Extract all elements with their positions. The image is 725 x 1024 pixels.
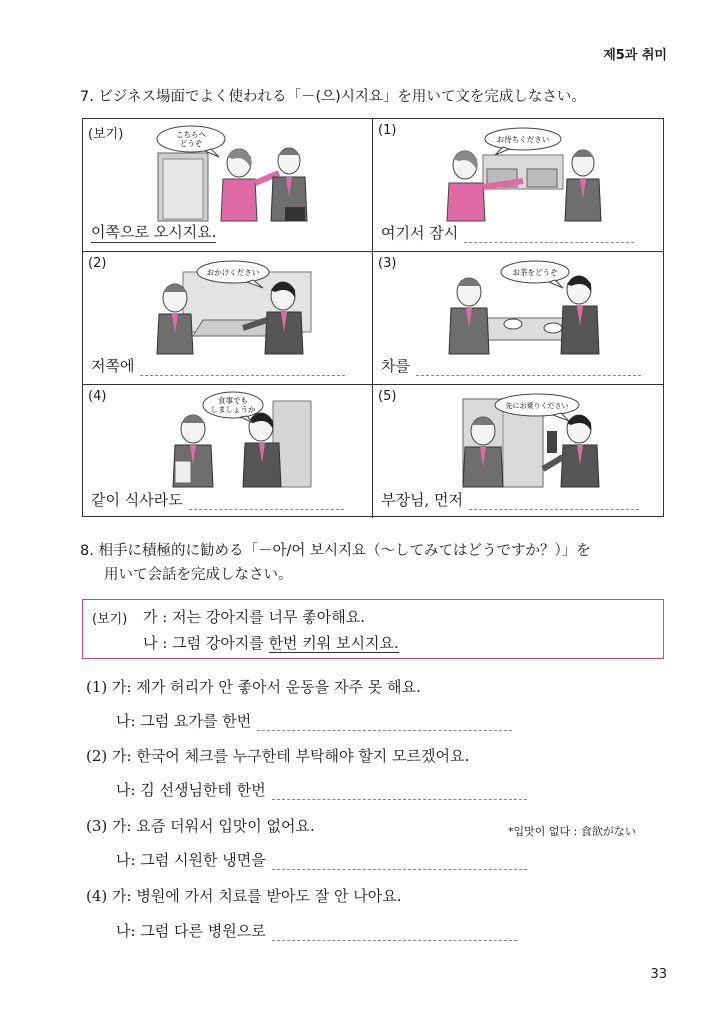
bubble-text: おかけください bbox=[206, 268, 260, 277]
answer-blank[interactable] bbox=[140, 361, 345, 376]
sentence-prompt: 부장님, 먼저 bbox=[381, 491, 463, 509]
example-line-1: 가 : 저는 강아지를 너무 좋아해요. bbox=[143, 608, 366, 626]
page-number: 33 bbox=[650, 967, 667, 982]
dialog-3-a: (3) 가: 요즘 더워서 입맛이 없어요. bbox=[86, 817, 315, 835]
cell-sentence bbox=[91, 355, 345, 376]
illustration-elevator bbox=[443, 391, 603, 489]
illustration-door-welcome bbox=[153, 125, 313, 223]
example-label: (보기) bbox=[92, 612, 128, 627]
chapter-header: 제5과 취미 bbox=[603, 48, 667, 63]
cell-label: (1) bbox=[378, 123, 397, 138]
dialog-prompt: 나: 그럼 요가를 한번 bbox=[116, 712, 252, 730]
answer-blank[interactable] bbox=[464, 228, 634, 243]
illustration-waiting-room bbox=[443, 125, 603, 223]
answer-blank[interactable] bbox=[272, 855, 527, 870]
dialog-3-b bbox=[116, 849, 527, 870]
bubble-text: 先にお乗りください bbox=[505, 402, 569, 410]
bubble-text: お待ちください bbox=[496, 135, 550, 144]
cell-label: (2) bbox=[88, 256, 107, 271]
speech-bubble bbox=[485, 128, 561, 155]
answer-blank[interactable] bbox=[189, 495, 344, 510]
cell-label: (5) bbox=[378, 389, 397, 404]
exercise-grid bbox=[82, 118, 664, 517]
answer-blank[interactable] bbox=[272, 785, 527, 800]
illustration-meeting-table bbox=[153, 258, 313, 356]
illustration-meal-invite bbox=[153, 391, 313, 489]
dialog-prompt: 나: 김 선생님한테 한번 bbox=[116, 781, 266, 799]
question-8-title-line1: 8. 相手に積極的に勧める「－아/어 보시지요（～してみてはどうですか？）」を bbox=[80, 543, 591, 559]
sentence-prompt: 차를 bbox=[381, 357, 410, 375]
cell-label: (4) bbox=[88, 389, 107, 404]
answer-blank[interactable] bbox=[416, 361, 641, 376]
cell-label: (3) bbox=[378, 256, 397, 271]
dialog-2-a: (2) 가: 한국어 체크를 누구한테 부탁해야 할지 모르겠어요. bbox=[86, 747, 470, 765]
dialog-4-b bbox=[116, 920, 517, 941]
grid-cell-5 bbox=[373, 385, 663, 518]
dialog-1-a: (1) 가: 제가 허리가 안 좋아서 운동을 자주 못 해요. bbox=[86, 678, 421, 696]
sentence-prompt: 여기서 잠시 bbox=[381, 224, 459, 242]
cell-sentence bbox=[91, 221, 216, 243]
bubble-text: お茶をどうぞ bbox=[512, 268, 558, 277]
cell-sentence bbox=[381, 489, 639, 510]
dialog-4-a: (4) 가: 병원에 가서 치료를 받아도 잘 안 나아요. bbox=[86, 887, 402, 905]
dialog-1-b bbox=[116, 710, 512, 731]
example-line-2 bbox=[143, 632, 399, 653]
vocab-note: *입맛이 없다 : 食欲がない bbox=[508, 825, 636, 838]
example-answer: 한번 키워 보시지요. bbox=[268, 634, 399, 652]
bubble-text: こちらへ bbox=[176, 130, 206, 139]
dialog-2-b bbox=[116, 779, 527, 800]
cell-sentence bbox=[381, 222, 634, 243]
illustration-tea-serving bbox=[443, 258, 603, 356]
grid-cell-2 bbox=[83, 252, 373, 385]
sentence-prompt: 같이 식사라도 bbox=[91, 491, 183, 509]
grid-cell-1 bbox=[373, 119, 663, 252]
bubble-text: どうぞ bbox=[179, 139, 203, 148]
cell-sentence bbox=[91, 489, 344, 510]
sentence-prompt: 저쪽에 bbox=[91, 357, 135, 375]
dialog-prompt: 나: 그럼 다른 병원으로 bbox=[116, 922, 266, 940]
grid-cell-example bbox=[83, 119, 373, 252]
question-8-title-line2: 用いて会話を完成しなさい。 bbox=[104, 567, 293, 583]
grid-cell-4 bbox=[83, 385, 373, 518]
cell-sentence bbox=[381, 355, 641, 376]
speech-bubble bbox=[501, 261, 569, 288]
example-line-2-prefix: 나 : 그럼 강아지를 bbox=[143, 634, 269, 652]
dialog-prompt: 나: 그럼 시원한 냉면을 bbox=[116, 851, 266, 869]
cell-label: (보기) bbox=[88, 127, 124, 142]
speech-bubble bbox=[157, 126, 225, 157]
example-answer: 이쪽으로 오시지요. bbox=[91, 223, 217, 241]
answer-blank[interactable] bbox=[272, 926, 517, 941]
example-box bbox=[82, 599, 664, 659]
answer-blank[interactable] bbox=[469, 495, 639, 510]
bubble-text: しましょうか bbox=[210, 405, 256, 414]
answer-blank[interactable] bbox=[257, 716, 512, 731]
question-7-title: 7. ビジネス場面でよく使われる「－(으)시지요」を用いて文を完成しなさい。 bbox=[80, 89, 586, 105]
bubble-text: 食事でも bbox=[218, 396, 248, 405]
grid-cell-3 bbox=[373, 252, 663, 385]
